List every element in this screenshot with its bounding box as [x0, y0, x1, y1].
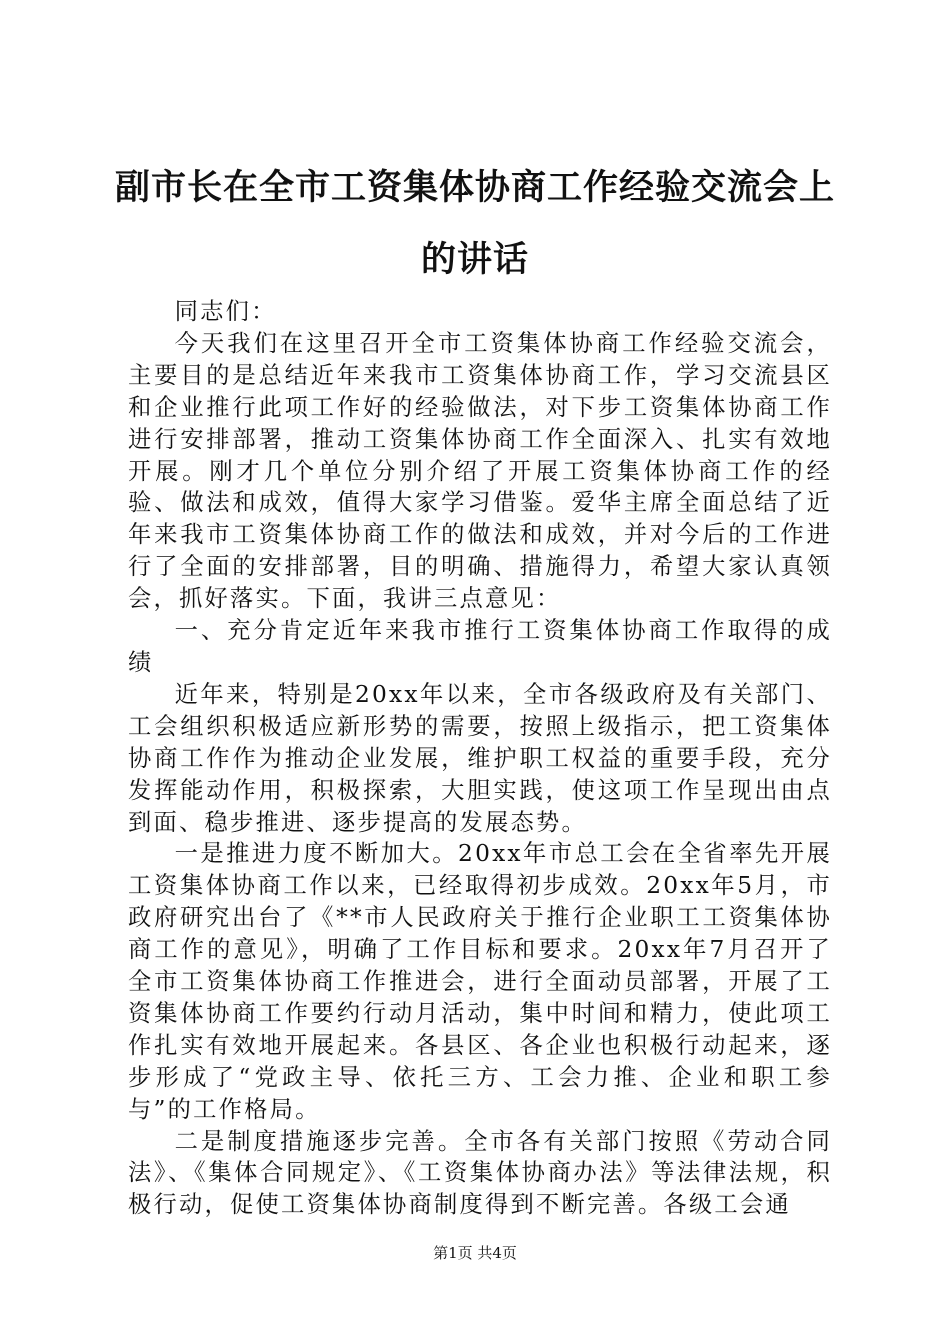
paragraph-point-1: 一是推进力度不断加大。20xx年市总工会在全省率先开展工资集体协商工作以来，已经取得初步成效。20xx年5月，市政府研究出台了《**市人民政府关于推行企业职工工资集体协商工作的意见》，明确了工作目标和要求。20xx年7月召开了全市工资集体协商工作推进会，进行全面动员部署，开展了工资集体协商工作要约行动月活动，集中时间和精力，使此项工作扎实有效地开展起来。各县区、各企业也积极行动起来，逐步形成了“党政主导、依托三方、工会力推、企业和职工参与”的工作格局。	[128, 840, 832, 1123]
paragraph-point-2: 二是制度措施逐步完善。全市各有关部门按照《劳动合同法》、《集体合同规定》、《工资集体协商办法》等法律法规，积极行动，促使工资集体协商制度得到不断完善。各级工会通	[128, 1127, 832, 1219]
document-body	[128, 296, 832, 1221]
page-number-footer: 第1页 共4页	[433, 1244, 517, 1262]
section-heading-1: 一、充分肯定近年来我市推行工资集体协商工作取得的成绩	[128, 617, 832, 676]
paragraph-intro: 今天我们在这里召开全市工资集体协商工作经验交流会，主要目的是总结近年来我市工资集体协商工作，学习交流县区和企业推行此项工作好的经验做法，对下步工资集体协商工作进行安排部署，推动工资集体协商工作全面深入、扎实有效地开展。刚才几个单位分别介绍了开展工资集体协商工作的经验、做法和成效，值得大家学习借鉴。爱华主席全面总结了近年来我市工资集体协商工作的做法和成效，并对今后的工作进行了全面的安排部署，目的明确、措施得力，希望大家认真领会，抓好落实。下面，我讲三点意见：	[128, 329, 832, 613]
paragraph-overview: 近年来，特别是20xx年以来，全市各级政府及有关部门、工会组织积极适应新形势的需要，按照上级指示，把工资集体协商工作作为推动企业发展，维护职工权益的重要手段，充分发挥能动作用，积极探索，大胆实践，使这项工作呈现出由点到面、稳步推进、逐步提高的发展态势。	[128, 680, 832, 836]
document-title: 副市长在全市工资集体协商工作经验交流会上的讲话	[114, 168, 835, 280]
salutation: 同志们：	[174, 298, 277, 325]
